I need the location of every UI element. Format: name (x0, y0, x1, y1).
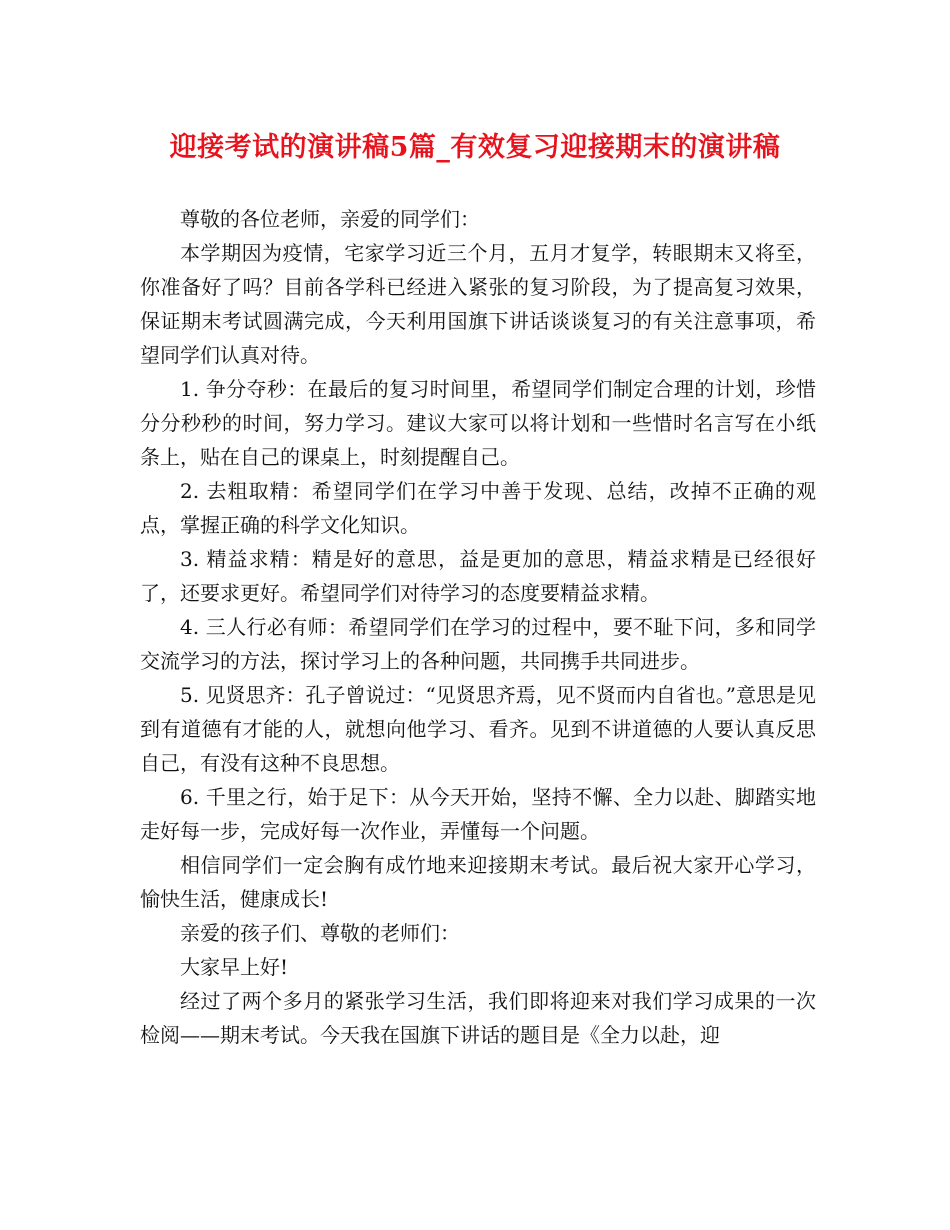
paragraph-closing: 相信同学们一定会胸有成竹地来迎接期末考试。最后祝大家开心学习，愉快生活，健康成长! (140, 853, 816, 911)
document-body (140, 202, 816, 1052)
document-title: 迎接考试的演讲稿5篇_有效复习迎接期末的演讲稿 (169, 132, 781, 163)
paragraph-salutation: 尊敬的各位老师，亲爱的同学们： (180, 207, 480, 231)
paragraph-salutation-2: 亲爱的孩子们、尊敬的老师们： (180, 921, 460, 945)
paragraph-intro: 本学期因为疫情，宅家学习近三个月，五月才复学，转眼期末又将至，你准备好了吗？目前各学科已经进入紧张的复习阶段，为了提高复习效果，保证期末考试圆满完成，今天利用国旗下讲话谈谈复习的有关注意事项，希望同学们认真对待。 (140, 241, 816, 367)
paragraph-greeting: 大家早上好! (180, 955, 289, 979)
paragraph-point-1: 1. 争分夺秒：在最后的复习时间里，希望同学们制定合理的计划，珍惜分分秒秒的时间，努力学习。建议大家可以将计划和一些惜时名言写在小纸条上，贴在自己的课桌上，时刻提醒自己。 (140, 377, 816, 469)
paragraph-point-3: 3. 精益求精：精是好的意思，益是更加的意思，精益求精是已经很好了，还要求更好。希望同学们对待学习的态度要精益求精。 (140, 547, 816, 605)
paragraph-speech-2-intro: 经过了两个多月的紧张学习生活，我们即将迎来对我们学习成果的一次检阅——期末考试。今天我在国旗下讲话的题目是《全力以赴，迎 (140, 989, 816, 1047)
paragraph-point-2: 2. 去粗取精：希望同学们在学习中善于发现、总结，改掉不正确的观点，掌握正确的科学文化知识。 (140, 479, 816, 537)
paragraph-point-4: 4. 三人行必有师：希望同学们在学习的过程中，要不耻下问，多和同学交流学习的方法，探讨学习上的各种问题，共同携手共同进步。 (140, 615, 816, 673)
paragraph-point-5: 5. 见贤思齐：孔子曾说过：“见贤思齐焉，见不贤而内自省也。”意思是见到有道德有才能的人，就想向他学习、看齐。见到不讲道德的人要认真反思自己，有没有这种不良思想。 (140, 683, 816, 775)
paragraph-point-6: 6. 千里之行，始于足下：从今天开始，坚持不懈、全力以赴、脚踏实地走好每一步，完成好每一次作业，弄懂每一个问题。 (140, 785, 816, 843)
